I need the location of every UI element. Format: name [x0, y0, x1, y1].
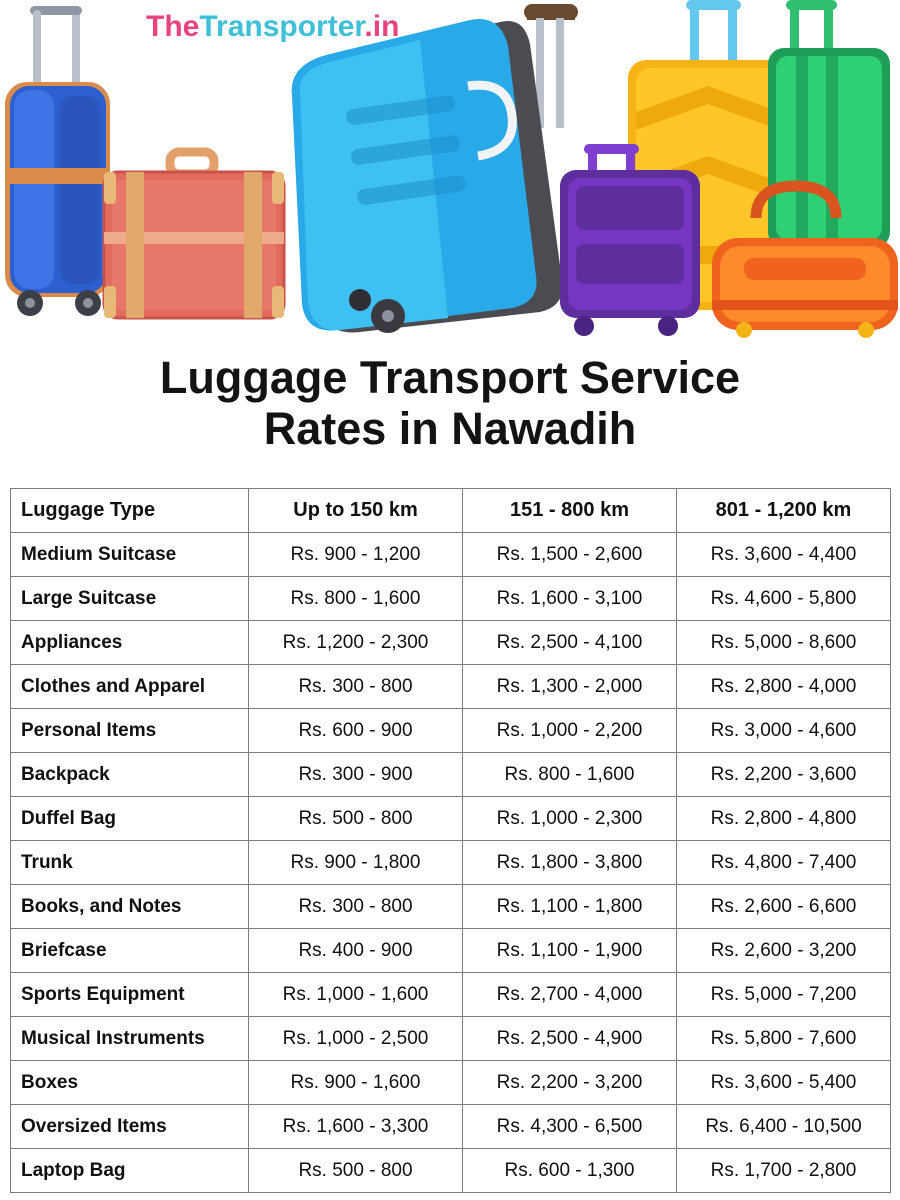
row-value-tier2: Rs. 1,100 - 1,800 — [463, 885, 677, 929]
row-value-tier3: Rs. 2,600 - 6,600 — [677, 885, 891, 929]
row-value-tier3: Rs. 3,000 - 4,600 — [677, 709, 891, 753]
table-row — [11, 1149, 891, 1193]
row-value-tier2: Rs. 2,200 - 3,200 — [463, 1061, 677, 1105]
row-value-tier1: Rs. 1,600 - 3,300 — [249, 1105, 463, 1149]
row-value-tier2: Rs. 2,500 - 4,100 — [463, 621, 677, 665]
brand-logo[interactable] — [146, 10, 399, 44]
row-value-tier2: Rs. 2,700 - 4,000 — [463, 973, 677, 1017]
column-header-801-1200: 801 - 1,200 km — [677, 489, 891, 533]
table-row — [11, 885, 891, 929]
row-value-tier1: Rs. 500 - 800 — [249, 1149, 463, 1193]
table-row — [11, 621, 891, 665]
table-row — [11, 1105, 891, 1149]
row-label: Boxes — [11, 1061, 249, 1105]
row-value-tier2: Rs. 1,500 - 2,600 — [463, 533, 677, 577]
purple-backpack-icon — [560, 144, 700, 336]
row-value-tier3: Rs. 3,600 - 5,400 — [677, 1061, 891, 1105]
row-value-tier1: Rs. 300 - 800 — [249, 885, 463, 929]
column-header-up-to-150: Up to 150 km — [249, 489, 463, 533]
row-value-tier2: Rs. 1,000 - 2,300 — [463, 797, 677, 841]
brand-part-transporter: Transporter — [199, 10, 365, 43]
page-title — [0, 352, 900, 454]
row-label: Briefcase — [11, 929, 249, 973]
cyan-large-suitcase-icon — [292, 4, 578, 333]
row-value-tier1: Rs. 800 - 1,600 — [249, 577, 463, 621]
table-row — [11, 665, 891, 709]
row-label: Clothes and Apparel — [11, 665, 249, 709]
row-label: Musical Instruments — [11, 1017, 249, 1061]
table-header-row — [11, 489, 891, 533]
table-row — [11, 841, 891, 885]
row-value-tier2: Rs. 1,000 - 2,200 — [463, 709, 677, 753]
row-value-tier3: Rs. 6,400 - 10,500 — [677, 1105, 891, 1149]
rates-table — [10, 488, 891, 1193]
row-value-tier3: Rs. 1,700 - 2,800 — [677, 1149, 891, 1193]
row-value-tier1: Rs. 600 - 900 — [249, 709, 463, 753]
row-value-tier1: Rs. 400 - 900 — [249, 929, 463, 973]
table-row — [11, 533, 891, 577]
row-value-tier2: Rs. 800 - 1,600 — [463, 753, 677, 797]
row-value-tier1: Rs. 900 - 1,200 — [249, 533, 463, 577]
row-label: Personal Items — [11, 709, 249, 753]
page-title-line1: Luggage Transport Service — [159, 352, 741, 403]
table-row — [11, 753, 891, 797]
row-value-tier3: Rs. 2,800 - 4,000 — [677, 665, 891, 709]
row-value-tier3: Rs. 4,600 - 5,800 — [677, 577, 891, 621]
luggage-illustration — [0, 0, 900, 345]
row-label: Laptop Bag — [11, 1149, 249, 1193]
row-value-tier1: Rs. 500 - 800 — [249, 797, 463, 841]
row-value-tier1: Rs. 1,200 - 2,300 — [249, 621, 463, 665]
row-label: Large Suitcase — [11, 577, 249, 621]
row-label: Duffel Bag — [11, 797, 249, 841]
table-row — [11, 1061, 891, 1105]
row-value-tier2: Rs. 1,600 - 3,100 — [463, 577, 677, 621]
row-label: Sports Equipment — [11, 973, 249, 1017]
row-value-tier3: Rs. 5,000 - 8,600 — [677, 621, 891, 665]
row-value-tier3: Rs. 4,800 - 7,400 — [677, 841, 891, 885]
row-label: Appliances — [11, 621, 249, 665]
table-row — [11, 973, 891, 1017]
blue-rolling-suitcase-icon — [5, 6, 110, 316]
row-value-tier3: Rs. 3,600 - 4,400 — [677, 533, 891, 577]
row-value-tier1: Rs. 900 - 1,600 — [249, 1061, 463, 1105]
row-value-tier1: Rs. 300 - 900 — [249, 753, 463, 797]
row-value-tier3: Rs. 2,800 - 4,800 — [677, 797, 891, 841]
row-value-tier2: Rs. 1,100 - 1,900 — [463, 929, 677, 973]
row-value-tier3: Rs. 5,800 - 7,600 — [677, 1017, 891, 1061]
column-header-151-800: 151 - 800 km — [463, 489, 677, 533]
row-value-tier3: Rs. 2,600 - 3,200 — [677, 929, 891, 973]
column-header-luggage-type: Luggage Type — [11, 489, 249, 533]
row-value-tier1: Rs. 1,000 - 1,600 — [249, 973, 463, 1017]
row-value-tier2: Rs. 600 - 1,300 — [463, 1149, 677, 1193]
row-value-tier2: Rs. 4,300 - 6,500 — [463, 1105, 677, 1149]
table-row — [11, 1017, 891, 1061]
table-row — [11, 797, 891, 841]
row-label: Books, and Notes — [11, 885, 249, 929]
table-row — [11, 577, 891, 621]
row-label: Backpack — [11, 753, 249, 797]
row-value-tier1: Rs. 1,000 - 2,500 — [249, 1017, 463, 1061]
row-label: Oversized Items — [11, 1105, 249, 1149]
brand-part-tld: .in — [364, 10, 400, 43]
row-value-tier2: Rs. 1,800 - 3,800 — [463, 841, 677, 885]
row-value-tier1: Rs. 300 - 800 — [249, 665, 463, 709]
brand-part-the: The — [146, 10, 200, 43]
row-label: Medium Suitcase — [11, 533, 249, 577]
row-value-tier3: Rs. 5,000 - 7,200 — [677, 973, 891, 1017]
rates-table-container — [10, 488, 890, 1193]
row-value-tier2: Rs. 1,300 - 2,000 — [463, 665, 677, 709]
page-title-line2: Rates in Nawadih — [263, 403, 637, 454]
rates-table-body — [11, 533, 891, 1193]
green-suitcase-icon — [768, 0, 890, 248]
row-value-tier1: Rs. 900 - 1,800 — [249, 841, 463, 885]
row-value-tier2: Rs. 2,500 - 4,900 — [463, 1017, 677, 1061]
row-label: Trunk — [11, 841, 249, 885]
red-vintage-suitcase-icon — [104, 152, 284, 318]
table-row — [11, 929, 891, 973]
row-value-tier3: Rs. 2,200 - 3,600 — [677, 753, 891, 797]
table-row — [11, 709, 891, 753]
luggage-illustration-svg — [0, 0, 900, 345]
